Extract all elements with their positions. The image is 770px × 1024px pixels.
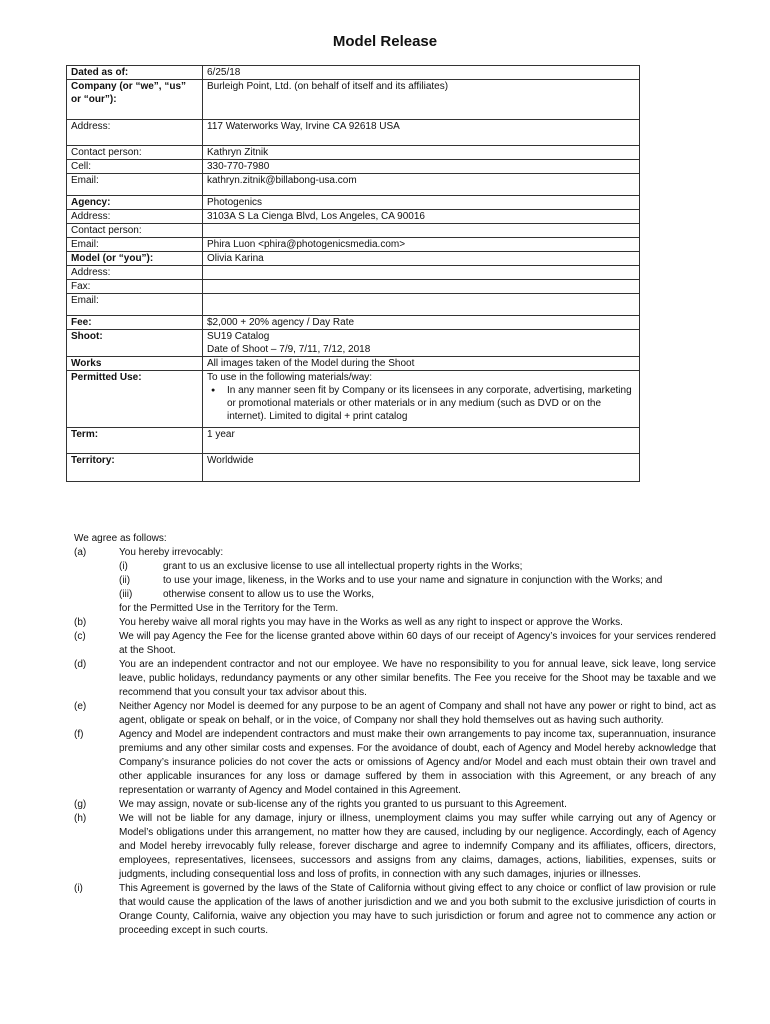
field-value <box>203 196 640 210</box>
field-label: Model (or “you”): <box>67 252 203 266</box>
bullet-text: In any manner seen fit by Company or its licensees in any corporate, advertising, marketing or promotional materials or other materials or in any medium (such as DVD or on the internet). Limited to digital + print catalog <box>227 385 632 422</box>
clause-text: We will not be liable for any damage, injury or illness, unemployment claims you may suffer while carrying out any of Agency or Model’s obligations under this arrangement, no matter how they are caused, including by our negligence. Accordingly, each of Agency and Model hereby irrevocably fully release, forever discharge and agree to indemnify Company and its affiliates, officers, directors, employees, representatives, licensees, successors and assigns from any claims, damages, actions, liabilities, expenses, suits or judgments, including consequential loss and loss of profits, in connection with any such damages, injuries or illnesses. <box>119 813 716 880</box>
clause <box>74 616 716 630</box>
field-value <box>203 330 640 357</box>
clause-letter: (c) <box>74 631 86 642</box>
field-value-line: Kathryn Zitnik <box>207 147 269 158</box>
field-value-line: Photogenics <box>207 197 263 208</box>
table-row <box>67 174 640 196</box>
field-label: Address: <box>67 266 203 280</box>
field-value-line: To use in the following materials/way: <box>207 372 373 383</box>
clause <box>74 812 716 882</box>
field-value <box>203 294 640 316</box>
field-value <box>203 454 640 482</box>
clause <box>74 798 716 812</box>
field-label: Address: <box>67 210 203 224</box>
field-value <box>203 371 640 428</box>
table-row <box>67 330 640 357</box>
clause-a-tail <box>74 602 716 616</box>
clause <box>74 882 716 938</box>
field-value-line: $2,000 + 20% agency / Day Rate <box>207 317 355 328</box>
clause <box>74 700 716 728</box>
clause-text: You hereby irrevocably: <box>119 547 224 558</box>
table-row <box>67 280 640 294</box>
field-value <box>203 357 640 371</box>
sub-clause-text: grant to us an exclusive license to use all intellectual property rights in the Works; <box>163 561 523 572</box>
clause-text: You are an independent contractor and not our employee. We have no responsibility to you for annual leave, sick leave, long service leave, public holidays, redundancy payments or any other similar benefits. The Fee you receive for the Shoot may be taxable and we recommend that you consult your tax advisor about this. <box>119 659 716 698</box>
table-row <box>67 146 640 160</box>
clause-letter: (a) <box>74 547 87 558</box>
field-value-line: Worldwide <box>207 455 254 466</box>
document-title: Model Release <box>332 33 438 50</box>
clause-letter: (b) <box>74 617 87 628</box>
clause-letter: (h) <box>74 813 87 824</box>
field-value <box>203 280 640 294</box>
sub-clause-text: to use your image, likeness, in the Works and to use your name and signature in conjunction with the Works; and <box>163 575 663 586</box>
table-row <box>67 252 640 266</box>
terms-section <box>74 532 716 938</box>
field-value <box>203 316 640 330</box>
clause-text: This Agreement is governed by the laws of the State of California without giving effect to any choice or conflict of law provision or rule that would cause the application of the laws of another jurisdiction and we and you both submit to the exclusive jurisdiction of courts in Orange County, California, waive any objection you may have to such jurisdiction or forum and agree not to commence any action or proceeding except in such courts. <box>119 883 716 936</box>
sub-clause-number: (i) <box>119 561 128 572</box>
table-row <box>67 196 640 210</box>
clause-letter: (g) <box>74 799 87 810</box>
field-label: Address: <box>67 120 203 146</box>
table-row <box>67 80 640 120</box>
field-label: Permitted Use: <box>67 371 203 428</box>
clause-letter: (d) <box>74 659 87 670</box>
field-label: Dated as of: <box>67 66 203 80</box>
field-value-line: 3103A S La Cienga Blvd, Los Angeles, CA 90016 <box>207 211 425 222</box>
field-value <box>203 146 640 160</box>
field-value-line: 1 year <box>207 429 235 440</box>
field-label: Contact person: <box>67 146 203 160</box>
clause-a <box>74 546 716 560</box>
field-label: Fax: <box>67 280 203 294</box>
clause <box>74 630 716 658</box>
clause <box>74 658 716 700</box>
table-row <box>67 316 640 330</box>
field-value <box>203 252 640 266</box>
field-value-line: All images taken of the Model during the Shoot <box>207 358 415 369</box>
field-value <box>203 238 640 252</box>
field-value-line: Burleigh Point, Ltd. (on behalf of itself and its affiliates) <box>207 81 449 92</box>
clause-text: We will pay Agency the Fee for the license granted above within 60 days of our receipt of Agency’s invoices for your services rendered at the Shoot. <box>119 631 716 656</box>
field-label: Cell: <box>67 160 203 174</box>
release-details-table <box>66 65 640 482</box>
field-value-line: Phira Luon <phira@photogenicsmedia.com> <box>207 239 406 250</box>
sub-clause <box>74 574 716 588</box>
permitted-use-bullet <box>207 384 635 423</box>
field-value <box>203 210 640 224</box>
field-label: Fee: <box>67 316 203 330</box>
bullet-icon: ● <box>211 387 216 394</box>
field-value-line: Olivia Karina <box>207 253 264 264</box>
table-row <box>67 371 640 428</box>
sub-clause <box>74 560 716 574</box>
table-row <box>67 454 640 482</box>
table-row <box>67 266 640 280</box>
table-row <box>67 357 640 371</box>
field-label: Works <box>67 357 203 371</box>
sub-clause-number: (iii) <box>119 589 133 600</box>
field-value-line: 117 Waterworks Way, Irvine CA 92618 USA <box>207 121 400 132</box>
clause-text: You hereby waive all moral rights you may have in the Works as well as any right to inspect or approve the Works. <box>119 617 623 628</box>
field-value <box>203 80 640 120</box>
sub-clause-number: (ii) <box>119 575 131 586</box>
field-label: Shoot: <box>67 330 203 357</box>
field-value <box>203 66 640 80</box>
field-value <box>203 160 640 174</box>
clause <box>74 728 716 798</box>
table-row <box>67 428 640 454</box>
field-value <box>203 120 640 146</box>
clause-letter: (i) <box>74 883 83 894</box>
field-value <box>203 174 640 196</box>
clause-letter: (f) <box>74 729 84 740</box>
field-label: Email: <box>67 238 203 252</box>
field-value-line: kathryn.zitnik@billabong-usa.com <box>207 175 357 186</box>
table-row <box>67 160 640 174</box>
terms-intro: We agree as follows: <box>74 533 167 544</box>
field-value-line: 330-770-7980 <box>207 161 270 172</box>
field-value <box>203 224 640 238</box>
field-label: Territory: <box>67 454 203 482</box>
field-value <box>203 428 640 454</box>
field-label: Email: <box>67 294 203 316</box>
clause-text: Neither Agency nor Model is deemed for any purpose to be an agent of Company and shall not have any power or right to bind, act as agent, obligate or speak on behalf, or in the voice, of Company nor shall they hold themselves out as having such authority. <box>119 701 716 726</box>
table-row <box>67 120 640 146</box>
clause-text: Agency and Model are independent contractors and must make their own arrangements to pay income tax, superannuation, insurance premiums and any other similar costs and expenses. For the avoidance of doubt, each of Agency and Model hereby acknowledge that Company’s insurance policies do not cover the acts or omissions of Agency and/or Model and each must obtain their own travel and other applicable insurances for any loss or damage suffered by them in association with this Agreement, or any breach of any representation or warranty of Agency and Model contained in this Agreement. <box>119 729 716 796</box>
sub-clause-text: otherwise consent to allow us to use the Works, <box>163 589 375 600</box>
table-row <box>67 210 640 224</box>
table-row <box>67 294 640 316</box>
sub-clause <box>74 588 716 602</box>
clause-text: We may assign, novate or sub-license any of the rights you granted to us pursuant to this Agreement. <box>119 799 567 810</box>
clause-letter: (e) <box>74 701 87 712</box>
field-value-line: SU19 Catalog <box>207 331 270 342</box>
field-label: Company (or “we”, “us” or “our”): <box>67 80 203 120</box>
table-row <box>67 224 640 238</box>
field-label: Term: <box>67 428 203 454</box>
table-row <box>67 66 640 80</box>
field-value <box>203 266 640 280</box>
field-value-line: 6/25/18 <box>207 67 241 78</box>
field-label: Email: <box>67 174 203 196</box>
table-row <box>67 238 640 252</box>
field-value-line: Date of Shoot – 7/9, 7/11, 7/12, 2018 <box>207 344 371 355</box>
field-label: Contact person: <box>67 224 203 238</box>
field-label: Agency: <box>67 196 203 210</box>
clause-text: for the Permitted Use in the Territory for the Term. <box>119 603 339 614</box>
